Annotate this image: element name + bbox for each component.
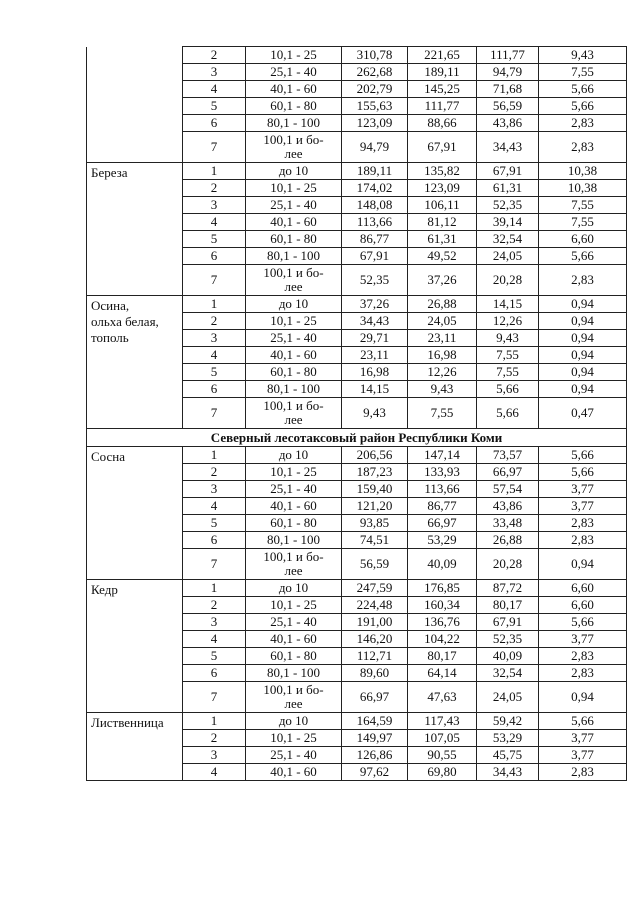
diameter-class: 100,1 и бо- лее (246, 398, 342, 429)
value-col-3: 24,05 (477, 248, 539, 265)
value-col-1: 74,51 (342, 532, 408, 549)
row-number: 3 (183, 614, 246, 631)
value-col-2: 135,82 (408, 163, 477, 180)
row-number: 5 (183, 648, 246, 665)
value-col-3: 7,55 (477, 364, 539, 381)
value-col-3: 94,79 (477, 64, 539, 81)
value-col-3: 12,26 (477, 313, 539, 330)
value-col-2: 113,66 (408, 481, 477, 498)
diameter-class: до 10 (246, 163, 342, 180)
diameter-class: 80,1 - 100 (246, 665, 342, 682)
value-col-3: 87,72 (477, 580, 539, 597)
value-col-4: 6,60 (539, 597, 627, 614)
value-col-1: 191,00 (342, 614, 408, 631)
value-col-2: 106,11 (408, 197, 477, 214)
value-col-4: 5,66 (539, 81, 627, 98)
row-number: 3 (183, 747, 246, 764)
row-number: 2 (183, 730, 246, 747)
value-col-1: 56,59 (342, 549, 408, 580)
value-col-2: 66,97 (408, 515, 477, 532)
row-number: 6 (183, 381, 246, 398)
value-col-4: 2,83 (539, 665, 627, 682)
species-name (87, 47, 183, 163)
species-name: Береза (87, 163, 183, 296)
value-col-1: 146,20 (342, 631, 408, 648)
value-col-2: 136,76 (408, 614, 477, 631)
value-col-2: 147,14 (408, 447, 477, 464)
value-col-1: 123,09 (342, 115, 408, 132)
value-col-1: 149,97 (342, 730, 408, 747)
value-col-2: 40,09 (408, 549, 477, 580)
value-col-2: 67,91 (408, 132, 477, 163)
value-col-3: 61,31 (477, 180, 539, 197)
value-col-3: 14,15 (477, 296, 539, 313)
value-col-1: 159,40 (342, 481, 408, 498)
value-col-3: 52,35 (477, 631, 539, 648)
value-col-3: 39,14 (477, 214, 539, 231)
diameter-class: 60,1 - 80 (246, 515, 342, 532)
value-col-1: 86,77 (342, 231, 408, 248)
value-col-2: 64,14 (408, 665, 477, 682)
value-col-3: 32,54 (477, 231, 539, 248)
value-col-3: 52,35 (477, 197, 539, 214)
diameter-class: 60,1 - 80 (246, 364, 342, 381)
value-col-2: 49,52 (408, 248, 477, 265)
value-col-3: 34,43 (477, 132, 539, 163)
row-number: 4 (183, 347, 246, 364)
diameter-class: 25,1 - 40 (246, 330, 342, 347)
value-col-4: 6,60 (539, 580, 627, 597)
value-col-4: 7,55 (539, 197, 627, 214)
value-col-4: 2,83 (539, 764, 627, 781)
value-col-1: 164,59 (342, 713, 408, 730)
row-number: 6 (183, 115, 246, 132)
value-col-2: 69,80 (408, 764, 477, 781)
value-col-1: 52,35 (342, 265, 408, 296)
value-col-2: 221,65 (408, 47, 477, 64)
species-name: Сосна (87, 447, 183, 580)
species-name: Кедр (87, 580, 183, 713)
diameter-class: 60,1 - 80 (246, 648, 342, 665)
value-col-2: 47,63 (408, 682, 477, 713)
value-col-1: 67,91 (342, 248, 408, 265)
value-col-4: 5,66 (539, 464, 627, 481)
row-number: 1 (183, 713, 246, 730)
value-col-1: 29,71 (342, 330, 408, 347)
value-col-3: 33,48 (477, 515, 539, 532)
value-col-3: 40,09 (477, 648, 539, 665)
value-col-3: 53,29 (477, 730, 539, 747)
value-col-4: 3,77 (539, 747, 627, 764)
value-col-3: 20,28 (477, 549, 539, 580)
value-col-4: 0,94 (539, 682, 627, 713)
value-col-1: 34,43 (342, 313, 408, 330)
value-col-2: 26,88 (408, 296, 477, 313)
row-number: 2 (183, 313, 246, 330)
value-col-1: 16,98 (342, 364, 408, 381)
diameter-class: 10,1 - 25 (246, 597, 342, 614)
value-col-2: 145,25 (408, 81, 477, 98)
value-col-1: 206,56 (342, 447, 408, 464)
value-col-1: 202,79 (342, 81, 408, 98)
value-col-1: 155,63 (342, 98, 408, 115)
value-col-2: 90,55 (408, 747, 477, 764)
value-col-1: 121,20 (342, 498, 408, 515)
value-col-4: 2,83 (539, 648, 627, 665)
value-col-1: 9,43 (342, 398, 408, 429)
diameter-class: 40,1 - 60 (246, 81, 342, 98)
value-col-1: 189,11 (342, 163, 408, 180)
table-row (87, 47, 627, 64)
value-col-4: 3,77 (539, 631, 627, 648)
value-col-4: 3,77 (539, 498, 627, 515)
diameter-class: 25,1 - 40 (246, 64, 342, 81)
row-number: 2 (183, 180, 246, 197)
value-col-4: 0,94 (539, 347, 627, 364)
value-col-3: 59,42 (477, 713, 539, 730)
value-col-3: 66,97 (477, 464, 539, 481)
value-col-1: 148,08 (342, 197, 408, 214)
value-col-2: 37,26 (408, 265, 477, 296)
row-number: 5 (183, 515, 246, 532)
value-col-4: 5,66 (539, 447, 627, 464)
value-col-4: 3,77 (539, 481, 627, 498)
row-number: 7 (183, 398, 246, 429)
diameter-class: 100,1 и бо- лее (246, 132, 342, 163)
row-number: 6 (183, 248, 246, 265)
diameter-class: до 10 (246, 296, 342, 313)
value-col-1: 112,71 (342, 648, 408, 665)
diameter-class: 10,1 - 25 (246, 464, 342, 481)
value-col-2: 104,22 (408, 631, 477, 648)
row-number: 4 (183, 498, 246, 515)
value-col-2: 9,43 (408, 381, 477, 398)
value-col-4: 2,83 (539, 115, 627, 132)
value-col-4: 7,55 (539, 64, 627, 81)
row-number: 7 (183, 265, 246, 296)
value-col-3: 56,59 (477, 98, 539, 115)
value-col-3: 34,43 (477, 764, 539, 781)
diameter-class: 40,1 - 60 (246, 631, 342, 648)
diameter-class: 40,1 - 60 (246, 347, 342, 364)
diameter-class: 25,1 - 40 (246, 197, 342, 214)
value-col-4: 0,94 (539, 381, 627, 398)
table-row (87, 580, 627, 597)
value-col-4: 3,77 (539, 730, 627, 747)
value-col-4: 10,38 (539, 180, 627, 197)
value-col-1: 89,60 (342, 665, 408, 682)
value-col-3: 5,66 (477, 381, 539, 398)
value-col-4: 2,83 (539, 265, 627, 296)
price-table-body (87, 47, 627, 781)
value-col-4: 7,55 (539, 214, 627, 231)
diameter-class: 80,1 - 100 (246, 532, 342, 549)
value-col-3: 43,86 (477, 498, 539, 515)
value-col-4: 5,66 (539, 98, 627, 115)
value-col-2: 107,05 (408, 730, 477, 747)
row-number: 7 (183, 549, 246, 580)
diameter-class: 10,1 - 25 (246, 313, 342, 330)
price-table (86, 46, 627, 781)
row-number: 2 (183, 597, 246, 614)
value-col-2: 86,77 (408, 498, 477, 515)
value-col-4: 9,43 (539, 47, 627, 64)
diameter-class: до 10 (246, 447, 342, 464)
row-number: 1 (183, 447, 246, 464)
value-col-2: 53,29 (408, 532, 477, 549)
value-col-2: 88,66 (408, 115, 477, 132)
value-col-3: 80,17 (477, 597, 539, 614)
value-col-1: 247,59 (342, 580, 408, 597)
value-col-2: 117,43 (408, 713, 477, 730)
row-number: 5 (183, 98, 246, 115)
value-col-3: 7,55 (477, 347, 539, 364)
value-col-3: 71,68 (477, 81, 539, 98)
diameter-class: 25,1 - 40 (246, 614, 342, 631)
value-col-4: 2,83 (539, 532, 627, 549)
row-number: 5 (183, 364, 246, 381)
row-number: 1 (183, 580, 246, 597)
value-col-4: 6,60 (539, 231, 627, 248)
value-col-3: 32,54 (477, 665, 539, 682)
value-col-4: 5,66 (539, 614, 627, 631)
value-col-1: 187,23 (342, 464, 408, 481)
table-row (87, 296, 627, 313)
value-col-3: 111,77 (477, 47, 539, 64)
value-col-1: 14,15 (342, 381, 408, 398)
section-title: Северный лесотаксовый район Республики Коми (87, 429, 627, 447)
value-col-3: 43,86 (477, 115, 539, 132)
value-col-3: 24,05 (477, 682, 539, 713)
value-col-2: 189,11 (408, 64, 477, 81)
value-col-4: 0,94 (539, 330, 627, 347)
species-name: Лиственница (87, 713, 183, 781)
value-col-4: 0,94 (539, 549, 627, 580)
value-col-4: 0,94 (539, 296, 627, 313)
value-col-2: 12,26 (408, 364, 477, 381)
diameter-class: 25,1 - 40 (246, 481, 342, 498)
value-col-2: 111,77 (408, 98, 477, 115)
diameter-class: 10,1 - 25 (246, 730, 342, 747)
diameter-class: 80,1 - 100 (246, 381, 342, 398)
row-number: 7 (183, 682, 246, 713)
row-number: 6 (183, 665, 246, 682)
diameter-class: до 10 (246, 713, 342, 730)
row-number: 5 (183, 231, 246, 248)
row-number: 4 (183, 631, 246, 648)
value-col-1: 94,79 (342, 132, 408, 163)
row-number: 4 (183, 81, 246, 98)
value-col-4: 5,66 (539, 713, 627, 730)
row-number: 3 (183, 481, 246, 498)
value-col-1: 126,86 (342, 747, 408, 764)
row-number: 6 (183, 532, 246, 549)
value-col-2: 7,55 (408, 398, 477, 429)
row-number: 1 (183, 296, 246, 313)
row-number: 2 (183, 464, 246, 481)
diameter-class: 60,1 - 80 (246, 231, 342, 248)
value-col-3: 20,28 (477, 265, 539, 296)
diameter-class: 80,1 - 100 (246, 115, 342, 132)
value-col-1: 93,85 (342, 515, 408, 532)
diameter-class: 40,1 - 60 (246, 764, 342, 781)
row-number: 3 (183, 64, 246, 81)
species-name: Осина, ольха белая, тополь (87, 296, 183, 429)
value-col-4: 2,83 (539, 132, 627, 163)
value-col-1: 262,68 (342, 64, 408, 81)
table-row (87, 163, 627, 180)
value-col-3: 5,66 (477, 398, 539, 429)
diameter-class: 80,1 - 100 (246, 248, 342, 265)
value-col-4: 2,83 (539, 515, 627, 532)
table-row (87, 447, 627, 464)
value-col-3: 73,57 (477, 447, 539, 464)
row-number: 1 (183, 163, 246, 180)
diameter-class: 60,1 - 80 (246, 98, 342, 115)
value-col-2: 61,31 (408, 231, 477, 248)
value-col-4: 10,38 (539, 163, 627, 180)
value-col-1: 174,02 (342, 180, 408, 197)
diameter-class: до 10 (246, 580, 342, 597)
value-col-2: 133,93 (408, 464, 477, 481)
value-col-3: 67,91 (477, 614, 539, 631)
value-col-3: 67,91 (477, 163, 539, 180)
value-col-4: 0,94 (539, 313, 627, 330)
diameter-class: 40,1 - 60 (246, 214, 342, 231)
value-col-2: 176,85 (408, 580, 477, 597)
table-row (87, 713, 627, 730)
value-col-4: 5,66 (539, 248, 627, 265)
value-col-1: 37,26 (342, 296, 408, 313)
value-col-4: 0,94 (539, 364, 627, 381)
value-col-2: 23,11 (408, 330, 477, 347)
row-number: 3 (183, 197, 246, 214)
value-col-4: 0,47 (539, 398, 627, 429)
value-col-1: 23,11 (342, 347, 408, 364)
diameter-class: 25,1 - 40 (246, 747, 342, 764)
value-col-1: 224,48 (342, 597, 408, 614)
value-col-2: 81,12 (408, 214, 477, 231)
value-col-1: 66,97 (342, 682, 408, 713)
diameter-class: 40,1 - 60 (246, 498, 342, 515)
value-col-3: 9,43 (477, 330, 539, 347)
diameter-class: 10,1 - 25 (246, 180, 342, 197)
diameter-class: 100,1 и бо- лее (246, 682, 342, 713)
row-number: 3 (183, 330, 246, 347)
value-col-3: 26,88 (477, 532, 539, 549)
value-col-2: 160,34 (408, 597, 477, 614)
value-col-1: 97,62 (342, 764, 408, 781)
section-row (87, 429, 627, 447)
diameter-class: 100,1 и бо- лее (246, 265, 342, 296)
value-col-2: 123,09 (408, 180, 477, 197)
value-col-2: 24,05 (408, 313, 477, 330)
value-col-1: 113,66 (342, 214, 408, 231)
diameter-class: 100,1 и бо- лее (246, 549, 342, 580)
row-number: 4 (183, 214, 246, 231)
value-col-3: 57,54 (477, 481, 539, 498)
row-number: 2 (183, 47, 246, 64)
value-col-1: 310,78 (342, 47, 408, 64)
row-number: 4 (183, 764, 246, 781)
value-col-2: 16,98 (408, 347, 477, 364)
diameter-class: 10,1 - 25 (246, 47, 342, 64)
row-number: 7 (183, 132, 246, 163)
value-col-2: 80,17 (408, 648, 477, 665)
value-col-3: 45,75 (477, 747, 539, 764)
